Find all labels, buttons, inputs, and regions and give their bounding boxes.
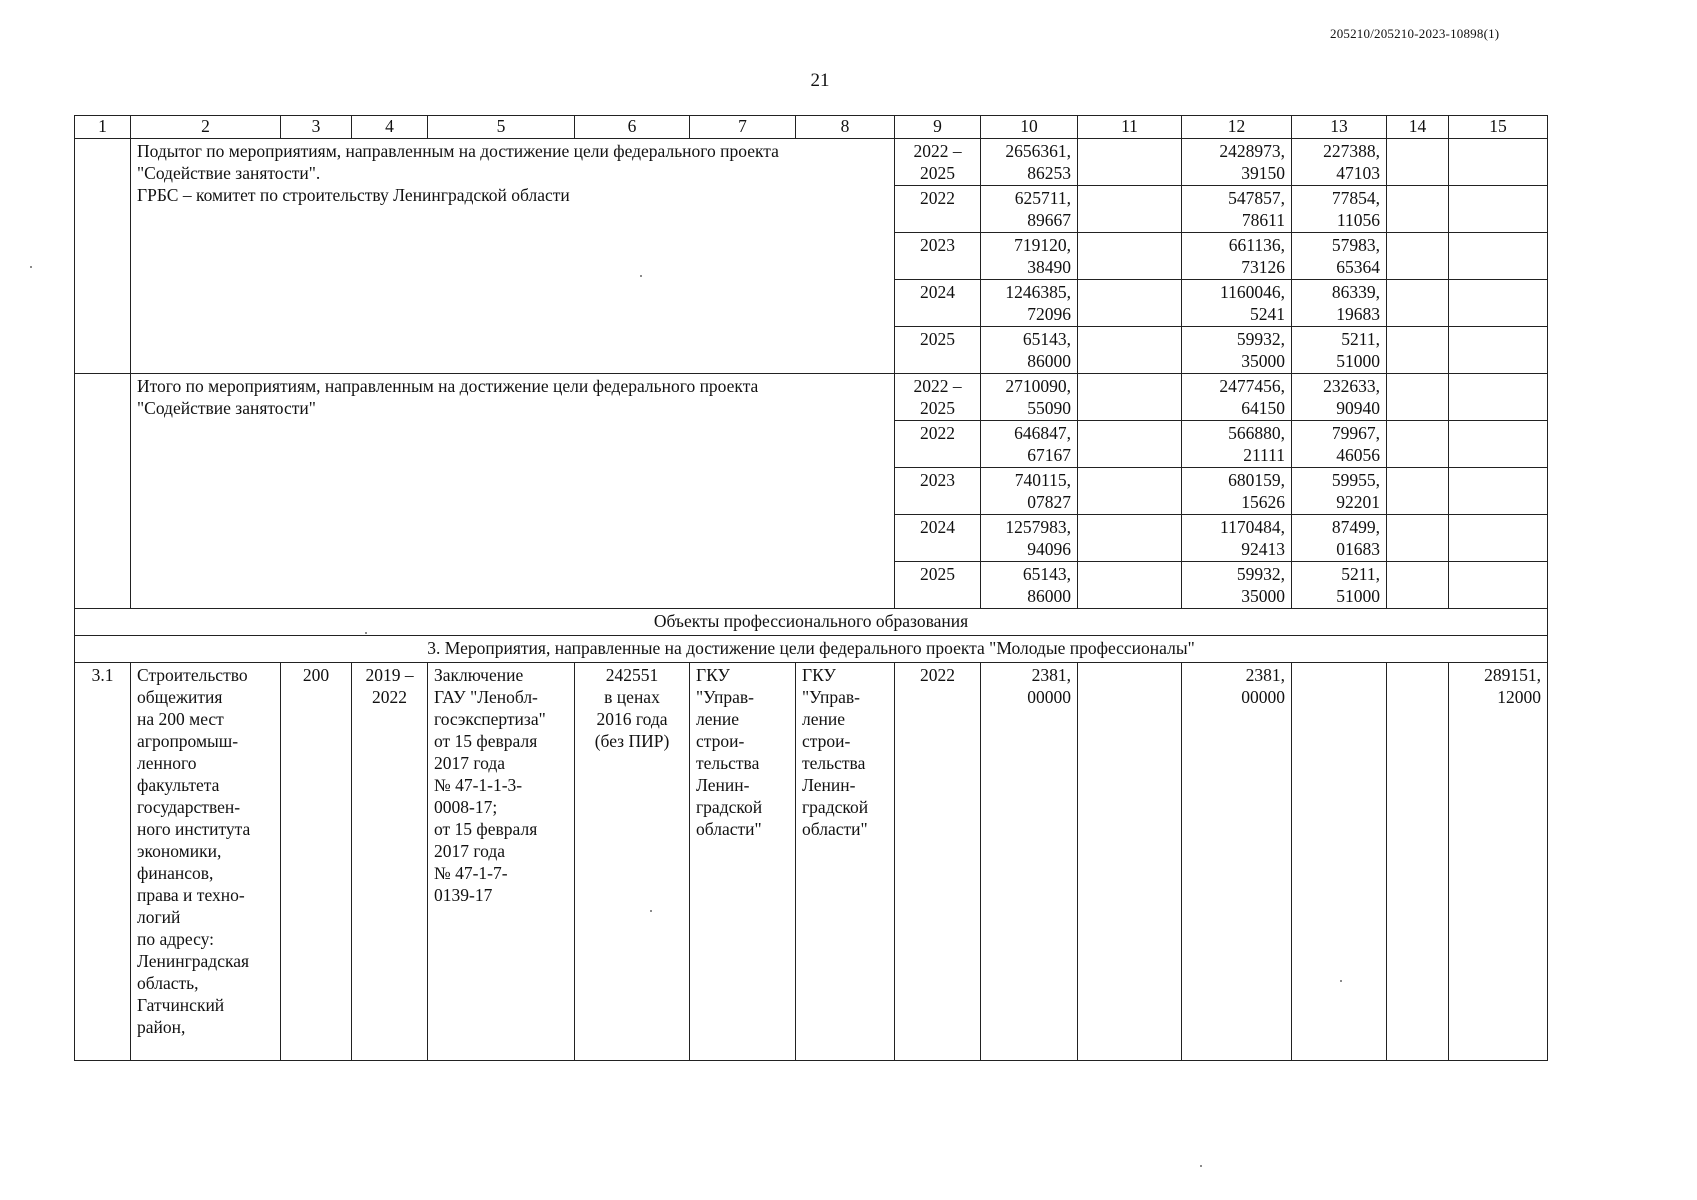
column-header: 12 (1182, 116, 1292, 139)
amount-total-cell: 2710090, 55090 (981, 374, 1078, 421)
amount-cell (1387, 233, 1449, 280)
amount-cell (1449, 327, 1548, 374)
remaining-cost-cell: 289151, 12000 (1449, 663, 1548, 1061)
amount-cell (1387, 562, 1449, 609)
amount-cell (1449, 186, 1548, 233)
amount-regional-cell: 87499, 01683 (1292, 515, 1387, 562)
amount-federal-cell: 680159, 15626 (1182, 468, 1292, 515)
period-cell: 2019 – 2022 (352, 663, 428, 1061)
amount-regional-cell: 232633, 90940 (1292, 374, 1387, 421)
amount-regional-cell: 79967, 46056 (1292, 421, 1387, 468)
amount-federal-cell: 2477456, 64150 (1182, 374, 1292, 421)
expertise-cell: Заключение ГАУ "Ленобл- госэкспертиза" от 15 февраля 2017 года № 47-1-1-3- 0008-17; от 15 февраля 2017 года № 47-1-7- 0139-17 (428, 663, 575, 1061)
amount-total-cell: 625711, 89667 (981, 186, 1078, 233)
amount-federal-cell: 59932, 35000 (1182, 327, 1292, 374)
amount-cell (1387, 280, 1449, 327)
subsection-row (75, 636, 1548, 663)
amount-cell (1387, 421, 1449, 468)
amount-federal-cell: 566880, 21111 (1182, 421, 1292, 468)
amount-cell (1078, 515, 1182, 562)
column-header: 8 (796, 116, 895, 139)
amount-federal-cell: 2428973, 39150 (1182, 139, 1292, 186)
subsection-title: 3. Мероприятия, направленные на достижение цели федерального проекта "Молодые профессионалы" (75, 636, 1548, 663)
amount-cell (1078, 280, 1182, 327)
year-cell: 2022 (895, 663, 981, 1061)
budget-table (74, 115, 1548, 1061)
year-cell: 2023 (895, 468, 981, 515)
column-header: 5 (428, 116, 575, 139)
column-header: 11 (1078, 116, 1182, 139)
amount-cell (1078, 139, 1182, 186)
estimated-cost-cell: 242551 в ценах 2016 года (без ПИР) (575, 663, 690, 1061)
amount-total-cell: 1257983, 94096 (981, 515, 1078, 562)
amount-cell (1449, 374, 1548, 421)
customer-cell: ГКУ "Управ- ление строи- тельства Ленин- градской области" (690, 663, 796, 1061)
year-cell: 2022 – 2025 (895, 374, 981, 421)
section-title: Объекты профессионального образования (75, 609, 1548, 636)
amount-cell (1387, 327, 1449, 374)
amount-regional-cell: 5211, 51000 (1292, 562, 1387, 609)
amount-cell (1449, 233, 1548, 280)
amount-cell (1292, 663, 1387, 1061)
capacity-cell: 200 (281, 663, 352, 1061)
amount-cell (1449, 280, 1548, 327)
year-cell: 2025 (895, 562, 981, 609)
column-header: 14 (1387, 116, 1449, 139)
year-cell: 2022 – 2025 (895, 139, 981, 186)
column-header: 9 (895, 116, 981, 139)
amount-federal-cell: 1160046, 5241 (1182, 280, 1292, 327)
amount-cell (1387, 515, 1449, 562)
year-cell: 2024 (895, 280, 981, 327)
amount-cell (1387, 374, 1449, 421)
column-header: 7 (690, 116, 796, 139)
amount-cell (1449, 421, 1548, 468)
amount-cell (1078, 233, 1182, 280)
amount-total-cell: 2381, 00000 (981, 663, 1078, 1061)
column-number-row (75, 116, 1548, 139)
empty-cell (75, 139, 131, 374)
amount-cell (1387, 663, 1449, 1061)
amount-cell (1387, 468, 1449, 515)
amount-cell (1078, 663, 1182, 1061)
year-cell: 2022 (895, 186, 981, 233)
amount-cell (1078, 421, 1182, 468)
amount-cell (1449, 562, 1548, 609)
section-row (75, 609, 1548, 636)
amount-cell (1078, 562, 1182, 609)
amount-regional-cell: 77854, 11056 (1292, 186, 1387, 233)
developer-cell: ГКУ "Управ- ление строи- тельства Ленин- градской области" (796, 663, 895, 1061)
scan-speck (650, 910, 652, 912)
total-label: Итого по мероприятиям, направленным на достижение цели федерального проекта "Содействие занятости" (131, 374, 895, 609)
amount-cell (1078, 374, 1182, 421)
amount-cell (1078, 327, 1182, 374)
amount-regional-cell: 227388, 47103 (1292, 139, 1387, 186)
object-description: Строительство общежития на 200 мест агропромыш- ленного факультета государствен- ного института экономики, финансов, права и техно- логий по адресу: Ленинградская область, Гатчинский район, (131, 663, 281, 1061)
year-cell: 2025 (895, 327, 981, 374)
column-header: 1 (75, 116, 131, 139)
amount-cell (1387, 186, 1449, 233)
amount-total-cell: 646847, 67167 (981, 421, 1078, 468)
amount-total-cell: 2656361, 86253 (981, 139, 1078, 186)
amount-regional-cell: 59955, 92201 (1292, 468, 1387, 515)
object-row (75, 663, 1548, 1061)
scan-speck (1340, 980, 1342, 982)
amount-federal-cell: 661136, 73126 (1182, 233, 1292, 280)
item-number: 3.1 (75, 663, 131, 1061)
amount-regional-cell: 57983, 65364 (1292, 233, 1387, 280)
total-row (75, 374, 1548, 421)
amount-federal-cell: 2381, 00000 (1182, 663, 1292, 1061)
column-header: 6 (575, 116, 690, 139)
amount-total-cell: 65143, 86000 (981, 562, 1078, 609)
amount-cell (1449, 139, 1548, 186)
column-header: 13 (1292, 116, 1387, 139)
amount-regional-cell: 5211, 51000 (1292, 327, 1387, 374)
scan-speck (640, 275, 642, 277)
amount-cell (1449, 468, 1548, 515)
amount-federal-cell: 547857, 78611 (1182, 186, 1292, 233)
column-header: 15 (1449, 116, 1548, 139)
subtotal-label: Подытог по мероприятиям, направленным на достижение цели федерального проекта "Содействие занятости". ГРБС – комитет по строительству Ленинградской области (131, 139, 895, 374)
scan-speck (1200, 1165, 1202, 1167)
amount-regional-cell: 86339, 19683 (1292, 280, 1387, 327)
year-cell: 2023 (895, 233, 981, 280)
column-header: 2 (131, 116, 281, 139)
amount-cell (1078, 186, 1182, 233)
amount-total-cell: 65143, 86000 (981, 327, 1078, 374)
column-header: 4 (352, 116, 428, 139)
amount-cell (1387, 139, 1449, 186)
amount-total-cell: 740115, 07827 (981, 468, 1078, 515)
column-header: 10 (981, 116, 1078, 139)
amount-federal-cell: 59932, 35000 (1182, 562, 1292, 609)
amount-cell (1078, 468, 1182, 515)
year-cell: 2024 (895, 515, 981, 562)
amount-cell (1449, 515, 1548, 562)
page-number: 21 (810, 70, 830, 91)
amount-total-cell: 1246385, 72096 (981, 280, 1078, 327)
column-header: 3 (281, 116, 352, 139)
amount-federal-cell: 1170484, 92413 (1182, 515, 1292, 562)
subtotal-row (75, 139, 1548, 186)
scan-speck (30, 266, 32, 268)
year-cell: 2022 (895, 421, 981, 468)
document-code: 205210/205210-2023-10898(1) (1330, 26, 1500, 41)
scan-speck (365, 632, 367, 634)
amount-total-cell: 719120, 38490 (981, 233, 1078, 280)
empty-cell (75, 374, 131, 609)
